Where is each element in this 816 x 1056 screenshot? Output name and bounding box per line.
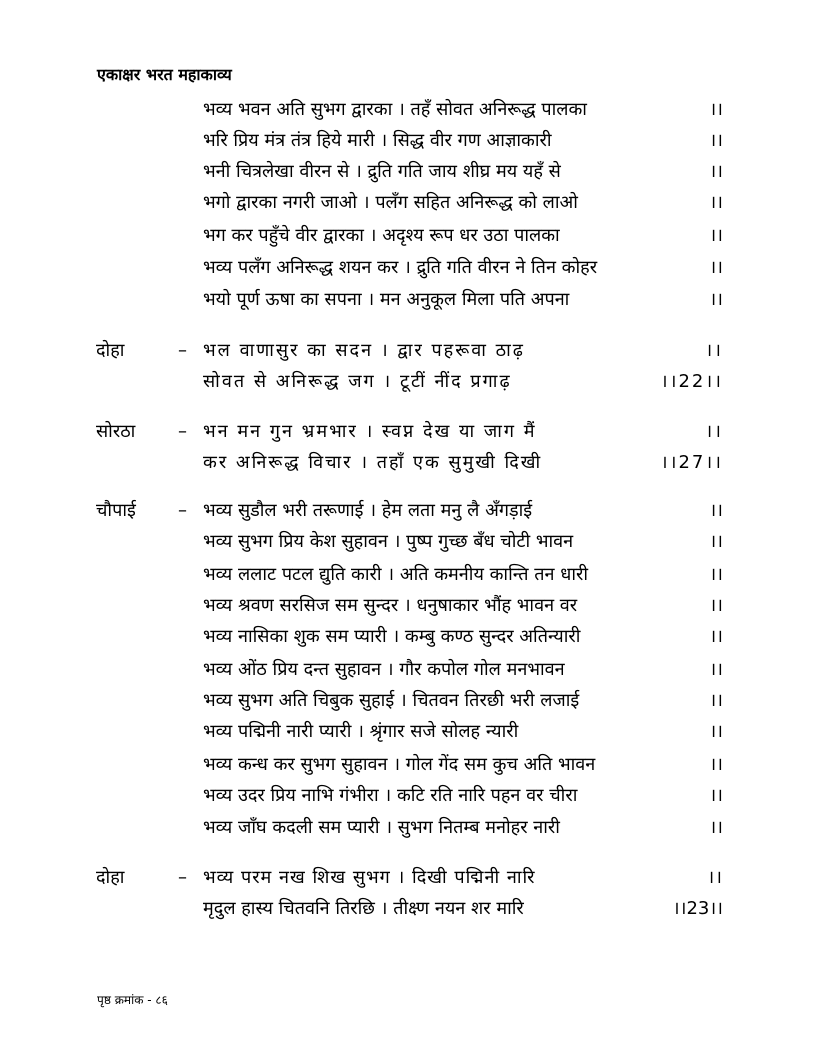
verse-line: भव्य उदर प्रिय नाभि गंभीरा । कटि रति नारि पहन वर चीरा ।। — [203, 785, 723, 806]
verse-line: भल वाणासुर का सदन । द्वार पहरूवा ठाढ़ ।। — [203, 340, 723, 361]
verse-line: भव्य सुभग अति चिबुक सुहाई । चितवन तिरछी भरी लजाई ।। — [203, 690, 723, 711]
verse-line: भरि प्रिय मंत्र तंत्र हिये मारी । सिद्ध वीर गण आज्ञाकारी ।। — [203, 130, 723, 151]
page-header: एकाक्षर भरत महाकाव्य — [97, 65, 232, 84]
verse-line: भव्य ओंठ प्रिय दन्त सुहावन । गौर कपोल गोल मनभावन ।। — [203, 659, 723, 680]
verse-dash: – — [178, 340, 187, 361]
verse-dash: – — [178, 421, 187, 442]
verse-line: भग कर पहुँचे वीर द्वारका । अदृश्य रूप धर उठा पालका ।। — [203, 225, 723, 246]
verse-type-label: चौपाई — [96, 500, 136, 521]
page-number: पृष्ठ क्रमांक - ८६ — [97, 993, 168, 1007]
verse-line: कर अनिरूद्ध विचार । तहाँ एक सुमुखी दिखी ।।27।। — [203, 452, 723, 473]
verse-line: भव्य सुभग प्रिय केश सुहावन । पुष्प गुच्छ बँध चोटी भावन ।। — [203, 531, 723, 552]
verse-line: भव्य कन्ध कर सुभग सुहावन । गोल गेंद सम कुच अति भावन ।। — [203, 754, 723, 775]
verse-line: भव्य पद्मिनी नारी प्यारी । श्रृंगार सजे सोलह न्यारी ।। — [203, 721, 723, 742]
verse-line: मृदुल हास्य चितवनि तिरछि । तीक्ष्ण नयन शर मारि ।।23।। — [203, 898, 723, 919]
verse-line: भयो पूर्ण ऊषा का सपना । मन अनुकूल मिला पति अपना ।। — [203, 289, 723, 310]
verse-line: भव्य परम नख शिख सुभग । दिखी पद्मिनी नारि ।। — [203, 867, 723, 888]
verse-type-label: दोहा — [96, 340, 125, 361]
verse-type-label: सोरठा — [96, 421, 136, 442]
verse-line: भव्य सुडौल भरी तरूणाई । हेम लता मनु लै अँगड़ाई ।। — [203, 500, 723, 521]
verse-line: भव्य पलँग अनिरूद्ध शयन कर । द्रुति गति वीरन ने तिन कोहर ।। — [203, 257, 723, 278]
verse-line: भव्य श्रवण सरसिज सम सुन्दर । धनुषाकार भौंह भावन वर ।। — [203, 595, 723, 616]
verse-line: भगो द्वारका नगरी जाओ । पलँग सहित अनिरूद्ध को लाओ ।। — [203, 192, 723, 213]
verse-line: भव्य भवन अति सुभग द्वारका । तहँ सोवत अनिरूद्ध पालका ।। — [203, 99, 723, 120]
verse-line: भव्य ललाट पटल द्युति कारी । अति कमनीय कान्ति तन धारी ।। — [203, 564, 723, 585]
verse-line: भन मन गुन भ्रमभार । स्वप्न देख या जाग मैं ।। — [203, 421, 723, 442]
verse-line: भव्य नासिका शुक सम प्यारी । कम्बु कण्ठ सुन्दर अतिन्यारी ।। — [203, 626, 723, 647]
verse-type-label: दोहा — [96, 867, 125, 888]
verse-line: भव्य जाँघ कदली सम प्यारी । सुभग नितम्ब मनोहर नारी ।। — [203, 817, 723, 838]
verse-dash: – — [178, 867, 187, 888]
verse-line: भनी चित्रलेखा वीरन से । द्रुति गति जाय शीघ्र मय यहँ से ।। — [203, 161, 723, 182]
verse-dash: – — [178, 500, 187, 521]
verse-line: सोवत से अनिरूद्ध जग । टूटीं नींद प्रगाढ़ ।।22।। — [203, 371, 723, 392]
